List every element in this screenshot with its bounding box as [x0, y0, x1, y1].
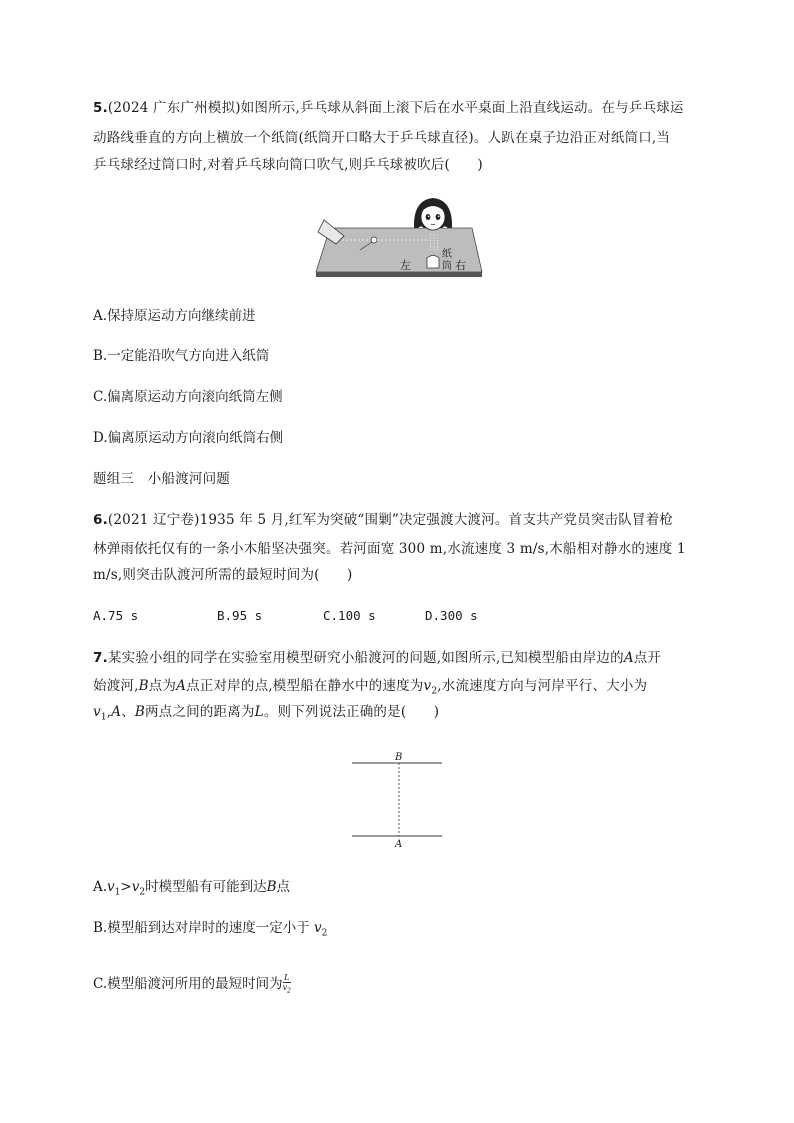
- label-left: 左: [400, 259, 411, 272]
- q7-option-c: C.模型船渡河所用的最短时间为 $\frac{L}{v_2}$: [93, 973, 291, 995]
- label-paper-1: 纸: [442, 249, 452, 260]
- label-b: B: [395, 752, 403, 763]
- q5-option-a: A.保持原运动方向继续前进: [93, 308, 256, 324]
- label-paper-2: 筒: [442, 261, 452, 272]
- q5-text-1: (2024 广东广州模拟)如图所示,乒乓球从斜面上滚下后在水平桌面上沿直线运动。在与乒乓球运: [107, 100, 684, 116]
- q5-option-c: C.偏离原运动方向滚向纸筒左侧: [93, 389, 283, 405]
- q5-option-d: D.偏离原运动方向滚向纸筒右侧: [93, 430, 284, 446]
- q7-option-b: B.模型船到达对岸时的速度一定小于 $v_2$: [93, 920, 328, 939]
- q5-line-1: [93, 98, 684, 118]
- q7-line-3: $v_1,A$、B两点之间的距离为L。则下列说法正确的是( ): [93, 704, 440, 723]
- q7-option-a: $A.v_1>v_2$时模型船有可能到达B点: [93, 879, 291, 898]
- q5-line-3: 乒乓球经过筒口时,对着乒乓球向筒口吹气,则乒乓球被吹后( ): [93, 157, 483, 173]
- q6-option-b: B.95 s: [217, 608, 263, 623]
- label-right: 右: [455, 259, 466, 272]
- q6-option-a: A.75 s: [93, 608, 139, 623]
- q7-line-2: 始渡河,B点为A点正对岸的点,模型船在静水中的速度为$v_2$,水流速度方向与河岸平行、大小为: [93, 678, 648, 697]
- q6-line-2: 林弹雨依托仅有的一条小木船坚决强突。若河面宽 300 m,水流速度 3 m/s,木船相对静水的速度 1: [93, 541, 686, 557]
- q6-option-c: C.100 s: [323, 608, 376, 623]
- q6-option-d: D.300 s: [425, 608, 478, 623]
- q6-number: 6.: [93, 512, 108, 528]
- q5-figure: [310, 190, 490, 285]
- q5-option-b: B.一定能沿吹气方向进入纸筒: [93, 348, 270, 364]
- q5-number: 5.: [93, 100, 108, 116]
- fraction: $\frac{L}{v_2}$: [282, 973, 291, 995]
- section-title: 题组三 小船渡河问题: [93, 471, 230, 487]
- q7-number: 7.: [93, 650, 108, 666]
- q7-figure: [345, 745, 450, 855]
- table-edge: [316, 272, 482, 277]
- person-icon: [414, 198, 452, 230]
- q5-line-2: 动路线垂直的方向上横放一个纸筒(纸筒开口略大于乒乓球直径)。人趴在桌子边沿正对纸筒口,当: [93, 130, 671, 146]
- label-a: A: [395, 839, 403, 850]
- q6-line-1: [93, 510, 673, 530]
- q7-line-1: 7.某实验小组的同学在实验室用模型研究小船渡河的问题,如图所示,已知模型船由岸边的A点开: [93, 650, 662, 666]
- q6-text-1: (2021 辽宁卷)1935 年 5 月,红军为突破“围剿”决定强渡大渡河。首支共产党员突击队冒着枪: [107, 512, 674, 528]
- q6-line-3: m/s,则突击队渡河所需的最短时间为( ): [93, 567, 353, 583]
- paper-tube: [427, 256, 439, 269]
